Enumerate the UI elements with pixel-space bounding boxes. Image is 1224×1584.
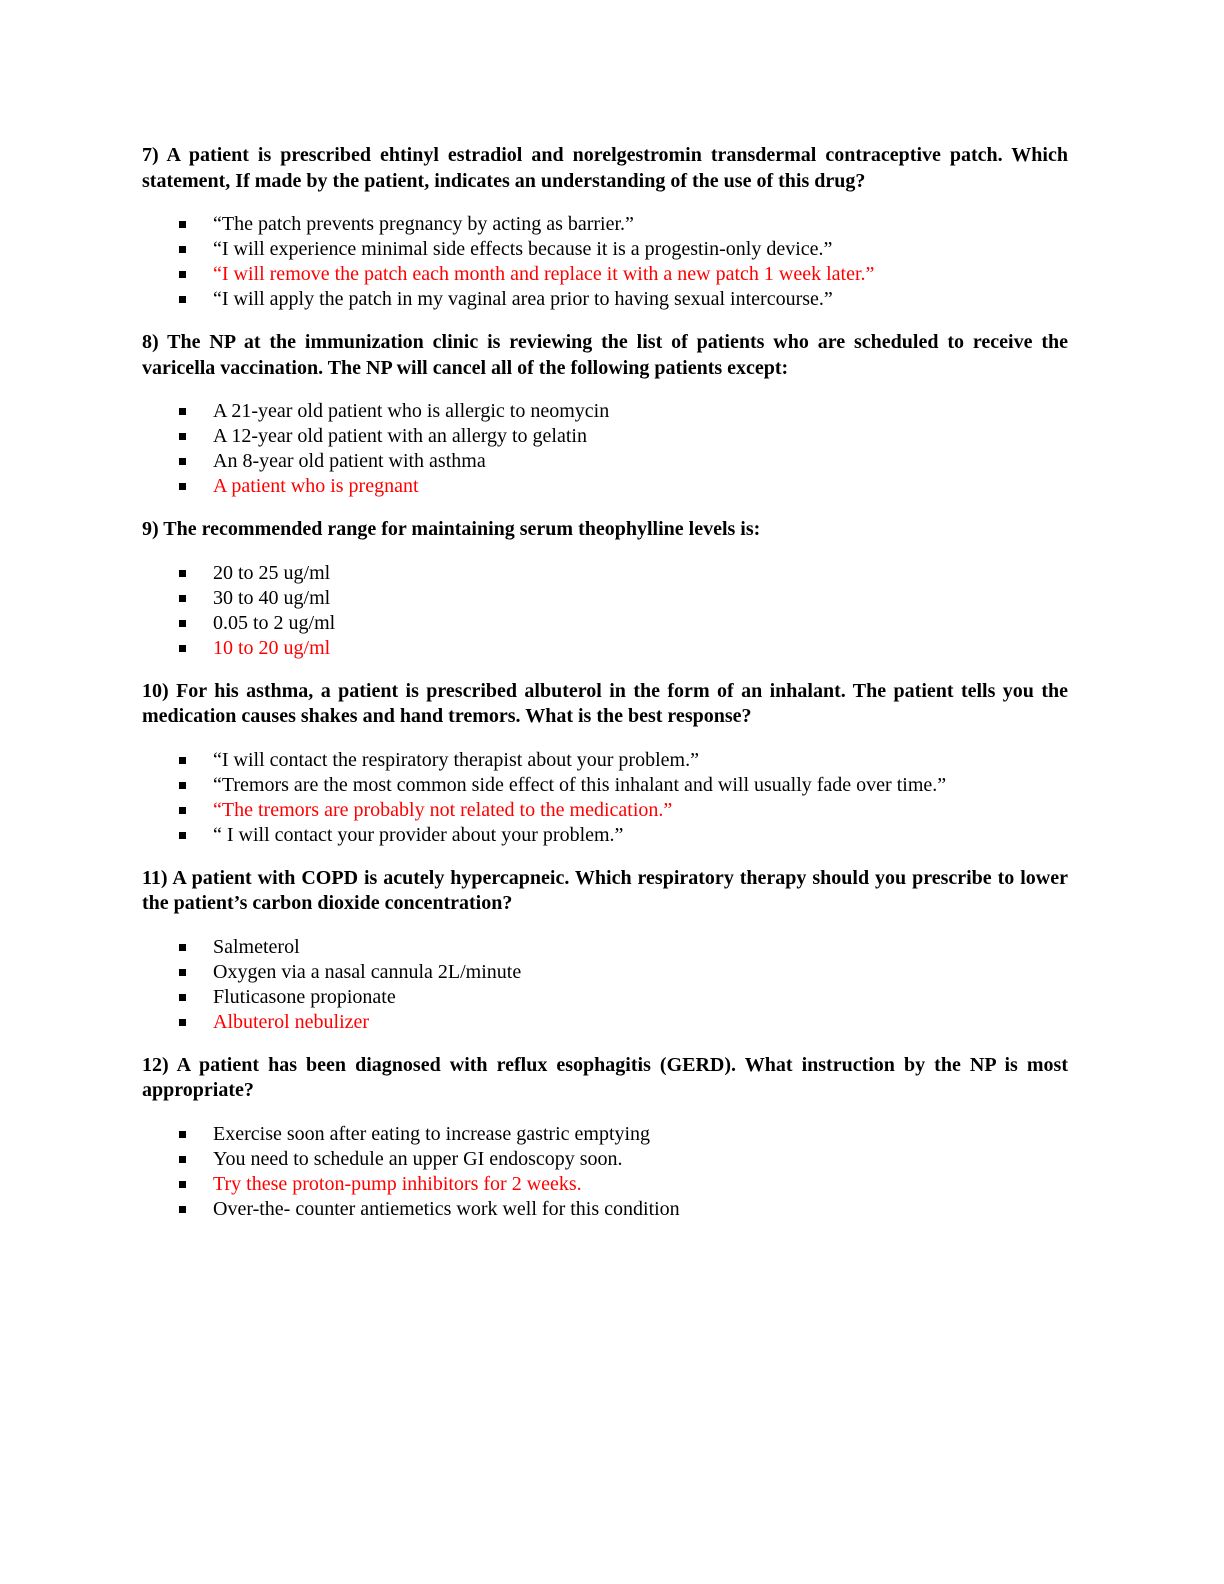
answer-option-correct xyxy=(142,636,1068,661)
option-text: You need to schedule an upper GI endoscopy soon. xyxy=(213,1147,623,1170)
square-bullet-icon xyxy=(179,1131,186,1138)
square-bullet-icon xyxy=(179,458,186,465)
answer-option xyxy=(142,748,1068,773)
answer-option-correct xyxy=(142,1010,1068,1035)
question-11 xyxy=(142,866,1068,1035)
answer-option xyxy=(142,1197,1068,1222)
question-text: 12) A patient has been diagnosed with reflux esophagitis (GERD). What instruction by the NP is most appropriate? xyxy=(142,1053,1068,1101)
option-text: “ I will contact your provider about your problem.” xyxy=(213,823,624,846)
square-bullet-icon xyxy=(179,271,186,278)
answer-option-correct xyxy=(142,1172,1068,1197)
option-text: Albuterol nebulizer xyxy=(213,1010,370,1033)
square-bullet-icon xyxy=(179,1019,186,1026)
option-text: Try these proton-pump inhibitors for 2 weeks. xyxy=(213,1172,582,1195)
answer-option xyxy=(142,823,1068,848)
option-text: “Tremors are the most common side effect of this inhalant and will usually fade over time.” xyxy=(213,773,947,796)
square-bullet-icon xyxy=(179,832,186,839)
answer-option xyxy=(142,586,1068,611)
option-text: A 21-year old patient who is allergic to neomycin xyxy=(213,400,610,422)
option-text: “I will contact the respiratory therapist about your problem.” xyxy=(213,748,699,771)
answer-options xyxy=(142,212,1068,312)
answer-option xyxy=(142,611,1068,636)
question-12 xyxy=(142,1053,1068,1222)
answer-option xyxy=(142,960,1068,985)
question-10 xyxy=(142,679,1068,848)
question-8 xyxy=(142,330,1068,499)
option-text: Salmeterol xyxy=(213,935,300,958)
answer-options xyxy=(142,935,1068,1035)
answer-options xyxy=(142,1122,1068,1222)
answer-option xyxy=(142,237,1068,262)
square-bullet-icon xyxy=(179,782,186,789)
square-bullet-icon xyxy=(179,296,186,303)
answer-option-correct xyxy=(142,262,1068,287)
option-text: “The tremors are probably not related to the medication.” xyxy=(213,798,673,821)
square-bullet-icon xyxy=(179,433,186,440)
option-text: A patient who is pregnant xyxy=(213,475,419,497)
answer-option xyxy=(142,399,1068,424)
answer-options xyxy=(142,748,1068,848)
option-text: “I will apply the patch in my vaginal area prior to having sexual intercourse.” xyxy=(213,288,833,310)
question-text: 7) A patient is prescribed ehtinyl estradiol and norelgestromin transdermal contraceptive patch. Which statement, If made by the patient, indicates an understanding of the use of this drug? xyxy=(142,144,1068,192)
question-text: 8) The NP at the immunization clinic is reviewing the list of patients who are scheduled to receive the varicella vaccination. The NP will cancel all of the following patients except: xyxy=(142,331,1068,379)
option-text: “The patch prevents pregnancy by acting as barrier.” xyxy=(213,213,634,235)
option-text: A 12-year old patient with an allergy to gelatin xyxy=(213,425,587,447)
answer-options xyxy=(142,399,1068,499)
answer-option xyxy=(142,935,1068,960)
option-text: An 8-year old patient with asthma xyxy=(213,450,486,472)
answer-option xyxy=(142,773,1068,798)
option-text: Over-the- counter antiemetics work well for this condition xyxy=(213,1197,680,1220)
answer-option xyxy=(142,985,1068,1010)
question-text: 9) The recommended range for maintaining serum theophylline levels is: xyxy=(142,518,761,540)
option-text: 10 to 20 ug/ml xyxy=(213,636,331,659)
answer-option xyxy=(142,424,1068,449)
answer-option xyxy=(142,287,1068,312)
answer-option xyxy=(142,1122,1068,1147)
option-text: “I will remove the patch each month and replace it with a new patch 1 week later.” xyxy=(213,263,875,285)
option-text: Oxygen via a nasal cannula 2L/minute xyxy=(213,960,522,983)
option-text: 30 to 40 ug/ml xyxy=(213,586,331,609)
square-bullet-icon xyxy=(179,595,186,602)
answer-option xyxy=(142,449,1068,474)
square-bullet-icon xyxy=(179,483,186,490)
square-bullet-icon xyxy=(179,246,186,253)
document-page xyxy=(142,143,1068,1240)
option-text: 20 to 25 ug/ml xyxy=(213,561,331,584)
square-bullet-icon xyxy=(179,1156,186,1163)
option-text: “I will experience minimal side effects because it is a progestin-only device.” xyxy=(213,238,833,260)
answer-options xyxy=(142,561,1068,661)
answer-option-correct xyxy=(142,474,1068,499)
square-bullet-icon xyxy=(179,807,186,814)
square-bullet-icon xyxy=(179,408,186,415)
question-text: 11) A patient with COPD is acutely hypercapneic. Which respiratory therapy should you prescribe to lower the patient’s carbon dioxide concentration? xyxy=(142,866,1068,914)
answer-option xyxy=(142,1147,1068,1172)
answer-option xyxy=(142,561,1068,586)
option-text: 0.05 to 2 ug/ml xyxy=(213,611,336,634)
square-bullet-icon xyxy=(179,620,186,627)
option-text: Fluticasone propionate xyxy=(213,985,396,1008)
option-text: Exercise soon after eating to increase gastric emptying xyxy=(213,1122,651,1145)
question-text: 10) For his asthma, a patient is prescribed albuterol in the form of an inhalant. The patient tells you the medication causes shakes and hand tremors. What is the best response? xyxy=(142,679,1068,727)
answer-option-correct xyxy=(142,798,1068,823)
square-bullet-icon xyxy=(179,645,186,652)
question-9 xyxy=(142,517,1068,661)
question-7 xyxy=(142,143,1068,312)
square-bullet-icon xyxy=(179,221,186,228)
square-bullet-icon xyxy=(179,944,186,951)
square-bullet-icon xyxy=(179,969,186,976)
answer-option xyxy=(142,212,1068,237)
square-bullet-icon xyxy=(179,757,186,764)
square-bullet-icon xyxy=(179,1181,186,1188)
square-bullet-icon xyxy=(179,994,186,1001)
square-bullet-icon xyxy=(179,570,186,577)
square-bullet-icon xyxy=(179,1206,186,1213)
